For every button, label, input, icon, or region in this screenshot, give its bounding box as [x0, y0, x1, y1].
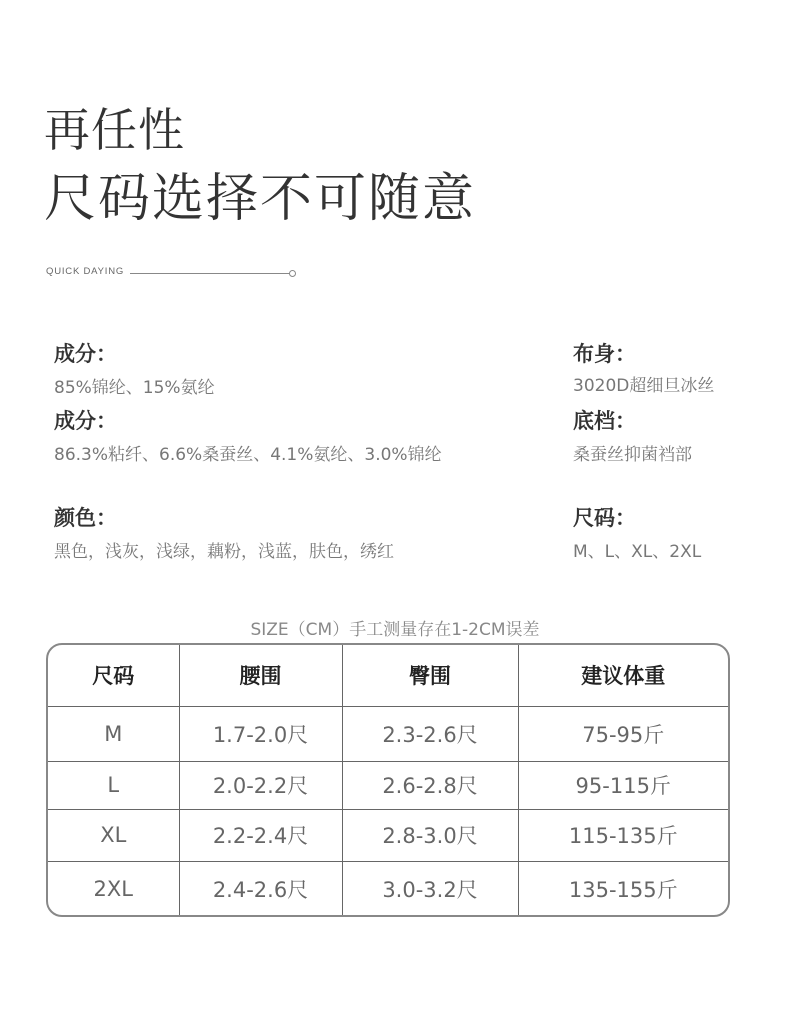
headline-line-2: 尺码选择不可随意: [44, 169, 477, 229]
table-row: [48, 761, 728, 809]
cell-waist: 2.0-2.2尺: [179, 761, 342, 809]
table-row: [48, 706, 728, 761]
table-row: [48, 861, 728, 917]
cell-waist: 2.2-2.4尺: [179, 809, 342, 861]
cell-size: XL: [48, 809, 179, 861]
body-fabric-value: 3020D超细旦冰丝: [573, 376, 715, 396]
header-weight: 建议体重: [518, 645, 728, 706]
cell-hip: 3.0-3.2尺: [342, 861, 518, 917]
size-table: [46, 643, 730, 917]
cell-size: 2XL: [48, 861, 179, 917]
composition1-label: 成分：: [54, 342, 117, 366]
crotch-value: 桑蚕丝抑菌裆部: [573, 445, 692, 465]
cell-hip: 2.6-2.8尺: [342, 761, 518, 809]
cell-weight: 75-95斤: [518, 706, 728, 761]
sizes-value: M、L、XL、2XL: [573, 542, 702, 562]
composition2-label: 成分：: [54, 409, 117, 433]
header-hip: 臀围: [342, 645, 518, 706]
header-size: 尺码: [48, 645, 179, 706]
subtitle: QUICK DAYING: [46, 266, 125, 277]
divider-dot: [289, 270, 296, 277]
table-header-row: [48, 645, 728, 706]
size-note: SIZE（CM）手工测量存在1-2CM误差: [250, 620, 540, 640]
cell-hip: 2.3-2.6尺: [342, 706, 518, 761]
composition1-value: 85%锦纶、15%氨纶: [54, 378, 215, 398]
cell-waist: 1.7-2.0尺: [179, 706, 342, 761]
cell-weight: 95-115斤: [518, 761, 728, 809]
cell-weight: 135-155斤: [518, 861, 728, 917]
table-row: [48, 809, 728, 861]
composition2-value: 86.3%粘纤、6.6%桑蚕丝、4.1%氨纶、3.0%锦纶: [54, 445, 442, 465]
cell-waist: 2.4-2.6尺: [179, 861, 342, 917]
crotch-label: 底档：: [573, 409, 636, 433]
body-fabric-label: 布身：: [573, 342, 636, 366]
cell-size: M: [48, 706, 179, 761]
cell-size: L: [48, 761, 179, 809]
sizes-label: 尺码：: [573, 506, 636, 530]
cell-weight: 115-135斤: [518, 809, 728, 861]
header-waist: 腰围: [179, 645, 342, 706]
headline-line-1: 再任性: [44, 103, 185, 157]
cell-hip: 2.8-3.0尺: [342, 809, 518, 861]
colors-value: 黑色，浅灰，浅绿，藕粉，浅蓝，肤色，绣红: [54, 542, 394, 562]
subtitle-divider: [130, 273, 290, 274]
colors-label: 颜色：: [54, 506, 117, 530]
